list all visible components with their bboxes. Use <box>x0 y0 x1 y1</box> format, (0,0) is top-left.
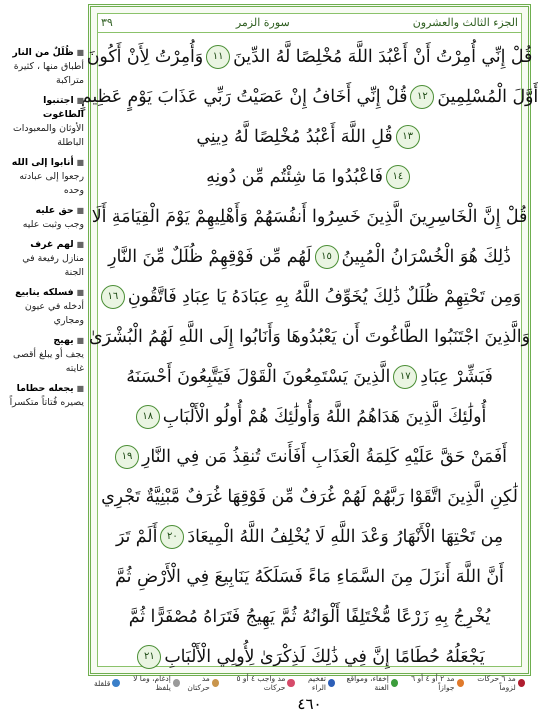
ayah-text: أَلَمْ تَرَ <box>115 527 158 547</box>
side-note-meaning: رجعوا إلى عبادته وحده <box>19 171 84 196</box>
ayah-number-marker: ١٨ <box>136 405 160 429</box>
legend-label: مد ٦ حركات لزوماً <box>477 674 516 692</box>
ayah-text: ذَٰلِكَ هُوَ الْخُسْرَانُ الْمُبِينُ <box>341 247 511 267</box>
quran-line <box>101 477 518 517</box>
legend-label: مد واجب ٤ أو ٥ حركات <box>236 674 286 692</box>
page-frame <box>80 4 538 676</box>
legend-color-dot-icon <box>112 679 120 687</box>
legend-color-dot-icon <box>457 679 464 687</box>
legend-item <box>335 674 398 692</box>
side-note-word: ■ فسلكه ينابيع <box>2 286 84 300</box>
ayah-text: يُخْرِجُ بِهِ زَرْعًا مُّخْتَلِفًا أَلْوَانُهُ ثُمَّ يَهِيجُ فَتَرَاهُ مُصْفَرًّا ثُمَّ <box>128 607 491 627</box>
ayah-number-marker: ١٩ <box>115 445 139 469</box>
legend-label: تفخيم الراء <box>308 674 326 692</box>
ayah-text: قُلْ إِنَّ الْخَاسِرِينَ الَّذِينَ خَسِرُوا أَنفُسَهُمْ وَأَهْلِيهِمْ يَوْمَ الْقِيَامَةِ أَلَا <box>91 207 528 227</box>
sura-title: سورة الزمر <box>235 16 290 29</box>
quran-line <box>101 637 518 677</box>
side-note <box>2 156 84 198</box>
ayah-text: لَهُم مِّن فَوْقِهِمْ ظُلَلٌ مِّنَ النَّارِ <box>108 247 312 267</box>
quran-line <box>101 517 518 557</box>
side-note <box>2 46 84 88</box>
ayah-number-marker: ٢٠ <box>160 525 184 549</box>
side-note-word: ■ حق عليه <box>2 204 84 218</box>
ayah-text: فَبَشِّرْ عِبَادِ <box>420 367 493 387</box>
side-note-word: ■ أنابوا إلى الله <box>2 156 84 170</box>
quran-line <box>91 197 528 237</box>
ayah-number-marker: ١٧ <box>393 365 417 389</box>
quran-line <box>86 37 533 77</box>
quran-line <box>89 317 530 357</box>
page-header <box>97 13 522 33</box>
legend-item <box>120 674 180 692</box>
juz-title: الجزء الثالث والعشرون <box>412 16 518 29</box>
ayah-number-marker: ٢١ <box>137 645 161 669</box>
side-note-meaning: يصيره فُتاتاً متكسراً <box>9 397 84 408</box>
ayah-text: وَأُمِرْتُ لِأَنْ أَكُونَ <box>86 47 204 67</box>
legend-label: إدغام، وما لا يلفظ <box>133 674 171 692</box>
legend-label: مد حركتان <box>187 674 210 692</box>
ayah-text: يَجْعَلُهُ حُطَامًا إِنَّ فِي ذَٰلِكَ لَذِكْرَىٰ لِأُولِي الْأَلْبَابِ <box>164 647 485 667</box>
ayah-text: وَالَّذِينَ اجْتَنَبُوا الطَّاغُوتَ أَن يَعْبُدُوهَا وَأَنَابُوا إِلَى اللَّهِ لَهُمُ الْبُشْرَىٰ <box>89 327 530 347</box>
quran-line <box>101 557 518 597</box>
ayah-text: قُلِ اللَّهَ أَعْبُدُ مُخْلِصًا لَّهُ دِينِي <box>196 127 393 147</box>
ayah-text: قُلْ إِنِّي أُمِرْتُ أَنْ أَعْبُدَ اللَّهَ مُخْلِصًا لَّهُ الدِّينَ <box>233 47 533 67</box>
legend-label: قلقلة <box>93 678 111 688</box>
side-note-word: ■ اجتنبوا الطاغوت <box>2 94 84 122</box>
side-note <box>2 204 84 232</box>
legend-item <box>94 679 120 688</box>
side-note <box>2 94 84 150</box>
legend-color-dot-icon <box>518 679 525 687</box>
ayah-text: مِن تَحْتِهَا الْأَنْهَارُ وَعْدَ اللَّهِ لَا يُخْلِفُ اللَّهُ الْمِيعَادَ <box>187 527 504 547</box>
side-notes <box>2 46 84 416</box>
quran-text <box>80 37 538 667</box>
ayah-text: الَّذِينَ يَسْتَمِعُونَ الْقَوْلَ فَيَتَّبِعُونَ أَحْسَنَهُ <box>126 367 391 387</box>
legend-item <box>464 674 525 692</box>
ayah-text: أَوَّلَ الْمُسْلِمِينَ <box>437 87 538 107</box>
ayah-number-marker: ١٥ <box>315 245 339 269</box>
page-badge: ٣٩ <box>101 16 113 29</box>
side-note-meaning: أطباق منها ، كثيرة متراكبة <box>13 61 84 86</box>
legend-label: إخفاء، ومواقع الغنة <box>346 674 389 692</box>
legend-color-dot-icon <box>391 679 398 687</box>
quran-line <box>101 357 518 397</box>
side-note-word: ■ يهيج <box>2 334 84 348</box>
page-number: ٤٦٠ <box>297 695 322 713</box>
quran-line <box>101 117 518 157</box>
ayah-text: وَمِن تَحْتِهِمْ ظُلَلٌ ذَٰلِكَ يُخَوِّفُ اللَّهُ بِهِ عِبَادَهُ يَا عِبَادِ فَاتَّقُونِ <box>127 287 522 307</box>
legend-item <box>398 674 464 692</box>
side-note-meaning: أدخله في عيون ومجاري <box>24 301 84 326</box>
ayah-text: أَنَّ اللَّهَ أَنزَلَ مِنَ السَّمَاءِ مَاءً فَسَلَكَهُ يَنَابِيعَ فِي الْأَرْضِ ثُمَّ <box>115 567 504 587</box>
ayah-text: قُلْ إِنِّي أَخَافُ إِنْ عَصَيْتُ رَبِّي عَذَابَ يَوْمٍ عَظِيمٍ <box>80 87 408 107</box>
side-note-meaning: منازل رفيعة في الجنة <box>22 253 84 278</box>
tajweed-legend <box>88 673 531 693</box>
side-note <box>2 334 84 376</box>
ayah-number-marker: ١١ <box>206 45 230 69</box>
ayah-text: أُولَٰئِكَ الَّذِينَ هَدَاهُمُ اللَّهُ وَأُولَٰئِكَ هُمْ أُولُو الْأَلْبَابِ <box>162 407 487 427</box>
quran-line <box>101 597 518 637</box>
side-note-meaning: وجب وثبت عليه <box>22 219 84 230</box>
side-note <box>2 238 84 280</box>
legend-label: مد ٢ أو ٤ أو ٦ جوازاً <box>411 674 455 692</box>
side-note-word: ■ لهم غرف <box>2 238 84 252</box>
side-note-word: ■ يجعله حطاما <box>2 382 84 396</box>
quran-line <box>101 277 522 317</box>
quran-line <box>101 437 518 477</box>
ayah-number-marker: ١٤ <box>386 165 410 189</box>
side-note-word: ■ ظُلَلٌ من النار <box>2 46 84 60</box>
side-note-meaning: يجف أو يبلغ أقصى غايته <box>13 349 84 374</box>
legend-color-dot-icon <box>287 679 294 687</box>
ayah-number-marker: ١٢ <box>410 85 434 109</box>
legend-item <box>180 674 219 692</box>
side-note <box>2 286 84 328</box>
side-note <box>2 382 84 410</box>
quran-line <box>101 397 518 437</box>
legend-color-dot-icon <box>173 679 180 687</box>
legend-color-dot-icon <box>328 679 335 687</box>
side-note-meaning: الأوثان والمعبودات الباطلة <box>12 123 84 148</box>
legend-item <box>295 674 336 692</box>
legend-item <box>219 674 295 692</box>
ayah-text: أَفَمَنْ حَقَّ عَلَيْهِ كَلِمَةُ الْعَذَابِ أَفَأَنتَ تُنقِذُ مَن فِي النَّارِ <box>142 447 507 467</box>
legend-color-dot-icon <box>212 679 219 687</box>
ayah-text: فَاعْبُدُوا مَا شِئْتُم مِّن دُونِهِ <box>206 167 383 187</box>
ayah-text: لَٰكِنِ الَّذِينَ اتَّقَوْا رَبَّهُمْ لَهُمْ غُرَفٌ مِّن فَوْقِهَا غُرَفٌ مَّبْنِيَّةٌ تَجْرِي <box>101 487 518 507</box>
quran-line <box>101 237 518 277</box>
quran-line <box>80 77 538 117</box>
ayah-number-marker: ١٦ <box>101 285 125 309</box>
ayah-number-marker: ١٣ <box>396 125 420 149</box>
quran-line <box>101 157 518 197</box>
